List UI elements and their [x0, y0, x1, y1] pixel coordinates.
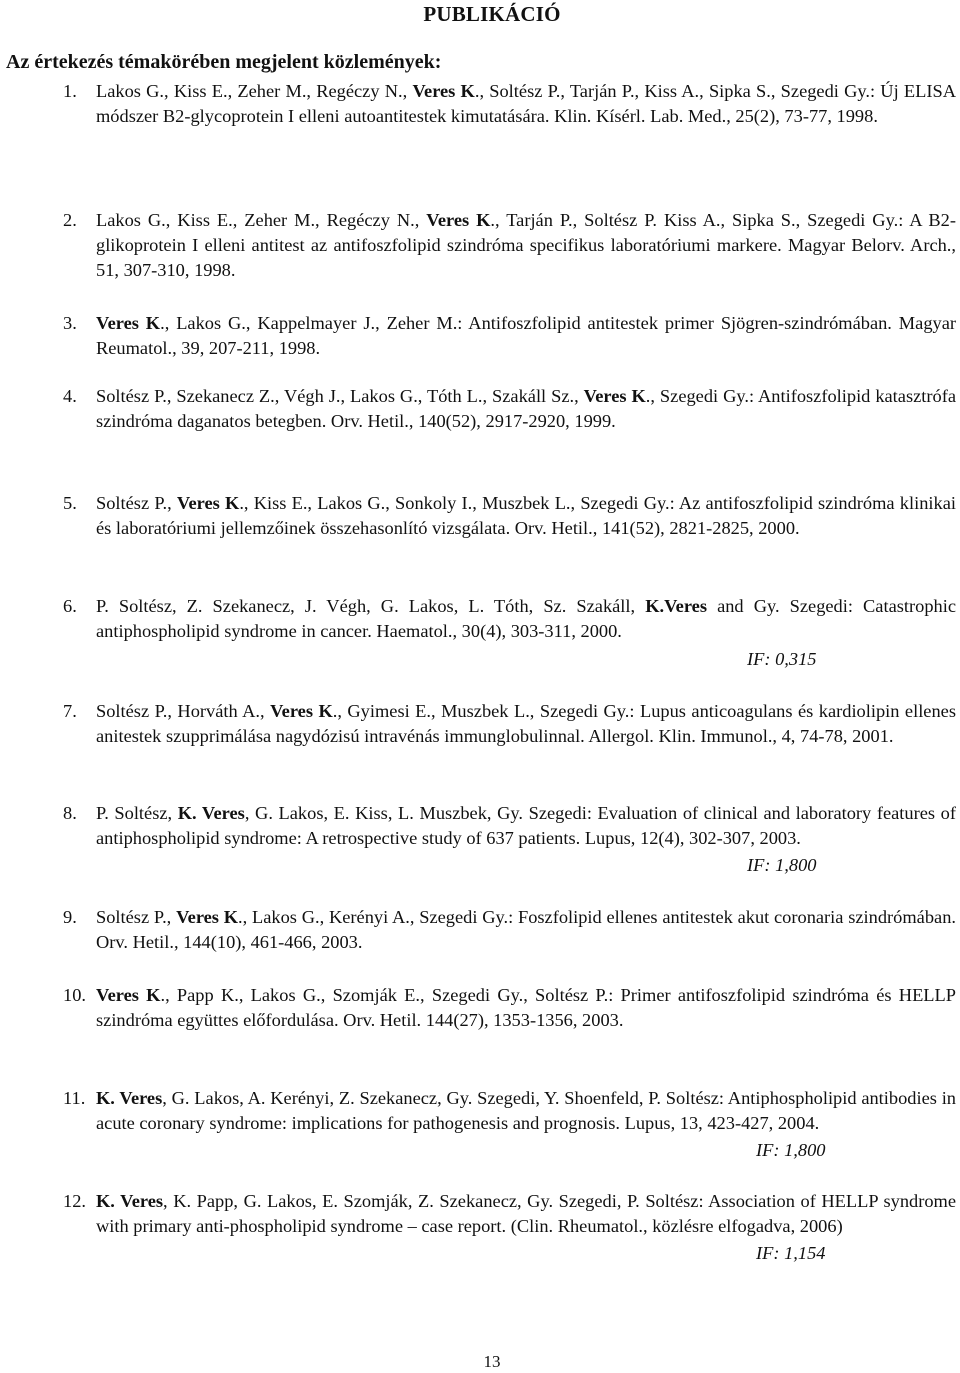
- publication-number: 5.: [63, 493, 77, 513]
- impact-factor: IF: 1,800: [747, 855, 817, 875]
- publication-item: [63, 905, 956, 955]
- author-highlight: Veres K: [96, 313, 161, 333]
- page-heading: PUBLIKÁCIÓ: [423, 2, 561, 26]
- publication-number: 7.: [63, 701, 77, 721]
- author-highlight: K. Veres: [96, 1191, 164, 1211]
- publication-number: 8.: [63, 803, 77, 823]
- publication-text: [96, 985, 956, 1030]
- publication-text: [96, 81, 956, 126]
- author-highlight: Veres K: [270, 701, 333, 721]
- text-segment: , G. Lakos, E. Kiss, L. Muszbek, Gy. Szegedi: Evaluation of clinical and laboratory features of antiphospholipid syndrome: A retrospective study of 637 patients. Lupus, 12(4), 302-307, 2003.: [96, 803, 956, 848]
- text-segment: ., Gyimesi E., Muszbek L., Szegedi Gy.: Lupus anticoagulans és kardiolipin ellenes anitestek szupprimálása nagydózisú intravénás immunglobulinnal. Allergol. Klin. Immunol., 4, 74-78, 2001.: [96, 701, 956, 746]
- text-segment: ., Papp K., Lakos G., Szomják E., Szegedi Gy., Soltész P.: Primer antifoszfolipid szindróma és HELLP szindróma együttes előfordulása. Orv. Hetil. 144(27), 1353-1356, 2003.: [96, 985, 956, 1030]
- impact-factor: IF: 1,154: [756, 1243, 826, 1263]
- publication-number: 11.: [63, 1088, 86, 1108]
- publication-item: [63, 208, 957, 283]
- author-highlight: Veres K: [426, 210, 491, 230]
- impact-factor: IF: 1,800: [756, 1140, 826, 1160]
- publication-text: [96, 493, 956, 538]
- section-subheading: Az értekezés témakörében megjelent közlemények:: [6, 51, 442, 73]
- text-segment: Soltész P., Szekanecz Z., Végh J., Lakos G., Tóth L., Szakáll Sz.,: [96, 386, 584, 406]
- author-highlight: Veres K: [583, 386, 646, 406]
- publication-number: 1.: [63, 81, 77, 101]
- text-segment: ., Tarján P., Soltész P. Kiss A., Sipka S., Szegedi Gy.: A B2-glikoprotein I elleni antitest az antifoszfolipid szindróma specifikus laboratóriumi markere. Magyar Belorv. Arch., 51, 307-310, 1998.: [96, 210, 957, 280]
- page-number: 13: [483, 1352, 501, 1371]
- text-segment: ., Lakos G., Kerényi A., Szegedi Gy.: Foszfolipid ellenes antitestek akut coronaria szindrómában. Orv. Hetil., 144(10), 461-466, 2003.: [96, 907, 956, 952]
- text-segment: P. Soltész, Z. Szekanecz, J. Végh, G. Lakos, L. Tóth, Sz. Szakáll,: [96, 596, 646, 616]
- author-highlight: Veres K: [176, 493, 240, 513]
- author-highlight: K. Veres: [96, 1088, 163, 1108]
- publication-item: [63, 384, 956, 434]
- author-highlight: K.Veres: [645, 596, 707, 616]
- text-segment: , G. Lakos, A. Kerényi, Z. Szekanecz, Gy. Szegedi, Y. Shoenfeld, P. Soltész: Antiphospholipid antibodies in acute coronary syndrome: implications for pathogenesis and prognosis. Lupus, 13, 423-427, 2004.: [96, 1088, 957, 1133]
- text-segment: ., Soltész P., Tarján P., Kiss A., Sipka S., Szegedi Gy.: Új ELISA módszer B2-glycoprotein I elleni autoantitestek kimutatására. Klin. Kísérl. Lab. Med., 25(2), 73-77, 1998.: [96, 81, 956, 126]
- text-segment: ., Szegedi Gy.: Antifoszfolipid katasztrófa szindróma daganatos betegben. Orv. Hetil., 140(52), 2917-2920, 1999.: [96, 386, 956, 431]
- author-highlight: Veres K: [176, 907, 239, 927]
- text-segment: ., Lakos G., Kappelmayer J., Zeher M.: Antifoszfolipid antitestek primer Sjögren-szindrómában. Magyar Reumatol., 39, 207-211, 1998.: [96, 313, 956, 358]
- publication-item: [63, 699, 956, 749]
- publication-number: 12.: [63, 1191, 86, 1211]
- text-segment: and Gy. Szegedi: Catastrophic antiphospholipid syndrome in cancer. Haematol., 30(4), 303-311, 2000.: [96, 596, 956, 641]
- text-segment: P. Soltész,: [96, 803, 178, 823]
- text-segment: Lakos G., Kiss E., Zeher M., Regéczy N.,: [96, 81, 413, 101]
- publication-text: [96, 596, 956, 641]
- author-highlight: K. Veres: [177, 803, 245, 823]
- publication-item: [63, 594, 956, 644]
- publication-text: [96, 701, 956, 746]
- publication-item: [63, 1086, 957, 1136]
- impact-factor: IF: 0,315: [747, 649, 817, 669]
- publication-text: [96, 313, 956, 358]
- text-segment: ., Kiss E., Lakos G., Sonkoly I., Muszbek L., Szegedi Gy.: Az antifoszfolipid szindróma klinikai és laboratóriumi jellemzőinek összehasonlító vizsgálata. Orv. Hetil., 141(52), 2821-2825, 2000.: [96, 493, 956, 538]
- publication-number: 2.: [63, 210, 77, 230]
- publication-item: [63, 983, 956, 1033]
- publication-item: [63, 1189, 957, 1239]
- author-highlight: Veres K: [96, 985, 161, 1005]
- publication-number: 6.: [63, 596, 77, 616]
- publication-text: [96, 210, 956, 280]
- text-segment: Soltész P., Horváth A.,: [96, 701, 271, 721]
- publication-text: [96, 1191, 956, 1236]
- publication-number: 3.: [63, 313, 77, 333]
- publication-item: [63, 491, 956, 541]
- publication-item: [63, 311, 956, 361]
- text-segment: Soltész P.,: [96, 907, 177, 927]
- publication-text: [96, 907, 956, 952]
- publication-text: [96, 803, 956, 848]
- publication-number: 9.: [63, 907, 77, 927]
- text-segment: , K. Papp, G. Lakos, E. Szomják, Z. Szekanecz, Gy. Szegedi, P. Soltész: Association of HELLP syndrome with primary anti-phospholipid syndrome – case report. (Clin. Rheumatol., közlésre elfogadva, 2006): [96, 1191, 957, 1236]
- publication-number: 4.: [63, 386, 77, 406]
- author-highlight: Veres K: [412, 81, 475, 101]
- publication-item: [63, 801, 956, 851]
- publication-text: [96, 1088, 956, 1133]
- publication-item: [63, 79, 956, 129]
- text-segment: Soltész P.,: [96, 493, 177, 513]
- publication-text: [96, 386, 956, 431]
- text-segment: Lakos G., Kiss E., Zeher M., Regéczy N.,: [96, 210, 427, 230]
- publication-number: 10.: [63, 985, 86, 1005]
